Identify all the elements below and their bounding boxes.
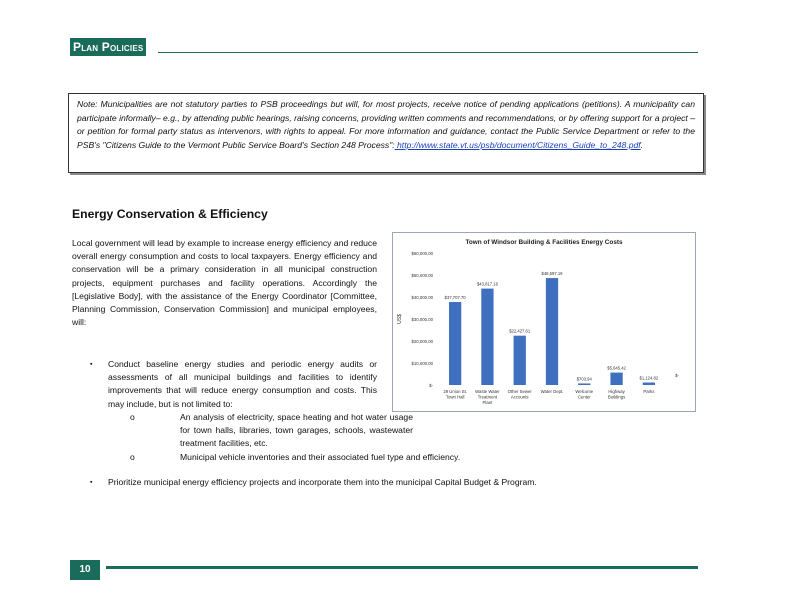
x-tick-label: Plant xyxy=(482,400,493,406)
x-tick-label: Buildings xyxy=(607,394,626,400)
x-tick-label: Treatment xyxy=(477,394,498,400)
x-tick-label: Town Hall xyxy=(445,394,465,400)
sub-list-item xyxy=(108,451,668,464)
chart-bar xyxy=(643,383,655,385)
footer-rule xyxy=(106,566,698,569)
energy-costs-chart xyxy=(392,232,696,412)
x-tick-label: Center xyxy=(577,394,591,400)
x-tick-label: 29 Union St. xyxy=(443,389,467,394)
chart-bar xyxy=(610,373,622,385)
sub-bullet-marker: o xyxy=(130,412,135,422)
bullet-text: Conduct baseline energy studies and periodic energy audits or assessments of all municipal buildings and facilities to identify improvements that will reduce energy consumption and costs. This may include, but is not limited to: xyxy=(108,359,377,409)
page-number: 10 xyxy=(70,560,100,580)
chart-bar xyxy=(546,278,558,385)
data-label: $1,124.82 xyxy=(639,375,659,381)
chart-svg xyxy=(393,233,695,411)
chart-bar xyxy=(578,383,590,385)
list-item xyxy=(72,358,377,411)
x-tick-label: Highway xyxy=(608,389,625,394)
section-title: Energy Conservation & Efficiency xyxy=(72,207,268,221)
x-tick-label: Parks xyxy=(643,389,655,394)
y-tick-label: $40,000.00 xyxy=(411,295,433,300)
data-label: $22,427.61 xyxy=(509,328,531,334)
y-tick-label: $- xyxy=(429,383,433,388)
data-label: $43,817.16 xyxy=(476,281,498,287)
trailing-data-label: $- xyxy=(675,373,679,378)
chart-bar xyxy=(449,302,461,385)
data-label: $5,645.42 xyxy=(607,365,626,371)
note-box xyxy=(68,93,704,173)
x-tick-label: Welcome xyxy=(575,389,594,394)
data-label: $37,707.70 xyxy=(444,295,466,301)
x-tick-label: Other Sewer xyxy=(507,389,532,394)
data-label: $703.94 xyxy=(576,376,592,382)
sub-bullet-marker: o xyxy=(130,452,135,462)
chart-title: Town of Windsor Building & Facilities Energy Costs xyxy=(465,239,623,246)
note-text: Note: Municipalities are not statutory parties to PSB proceedings but will, for most projects, receive notice of pending applications (petitions). A municipality can participate informally– e.g., by attending public hearings, raising concerns, providing written comments and recommendations, or by offering support for a project – or petition for formal party status as intervenors, with rights to appeal. For more information and guidance, contact the Public Service Department or refer to the PSB's "Citizens Guide to the Vermont Public Service Board's Section 248 Process": xyxy=(77,99,695,150)
sub-bullet-text: An analysis of electricity, space heating and hot water usage for town halls, libraries, town garages, schools, wastewater treatment facilities, etc. xyxy=(180,412,413,449)
sub-list-item xyxy=(108,411,413,451)
bullet-marker: ▪ xyxy=(90,479,93,486)
y-axis-label: US$ xyxy=(397,314,403,324)
data-label: $48,597.19 xyxy=(541,271,563,277)
chart-bar xyxy=(481,289,493,385)
list-item xyxy=(72,476,672,489)
citizens-guide-link[interactable]: http://www.state.vt.us/psb/document/Citizens_Guide_to_248.pdf xyxy=(394,139,641,150)
section-header-tag: Plan Policies xyxy=(70,38,146,56)
y-tick-label: $10,000.00 xyxy=(411,361,433,366)
y-tick-label: $50,000.00 xyxy=(411,273,433,278)
y-tick-label: $30,000.00 xyxy=(411,317,433,322)
x-tick-label: Water Dept. xyxy=(540,389,564,394)
note-period: . xyxy=(640,139,644,150)
y-tick-label: $20,000.00 xyxy=(411,339,433,344)
intro-paragraph: Local government will lead by example to increase energy efficiency and reduce overall energy consumption and costs to local taxpayers. Energy efficiency and conservation will be a primary consideration in all municipal construction projects, equipment purchases and facility operations. Accordingly the [Legislative Body], with the assistance of the Energy Coordinator [Committee, Planning Commission, Conservation Commission] and municipal employees, will: xyxy=(72,238,377,328)
x-tick-label: Waste Water xyxy=(475,389,500,394)
x-tick-label: Accounts xyxy=(510,394,529,400)
bullet-text: Prioritize municipal energy efficiency projects and incorporate them into the municipal Capital Budget & Program. xyxy=(108,477,537,487)
chart-bar xyxy=(514,336,526,385)
sub-bullet-text: Municipal vehicle inventories and their associated fuel type and efficiency. xyxy=(180,452,461,462)
header-rule xyxy=(158,52,698,53)
y-tick-label: $60,000.00 xyxy=(411,251,433,256)
bullet-marker: ▪ xyxy=(90,361,93,368)
